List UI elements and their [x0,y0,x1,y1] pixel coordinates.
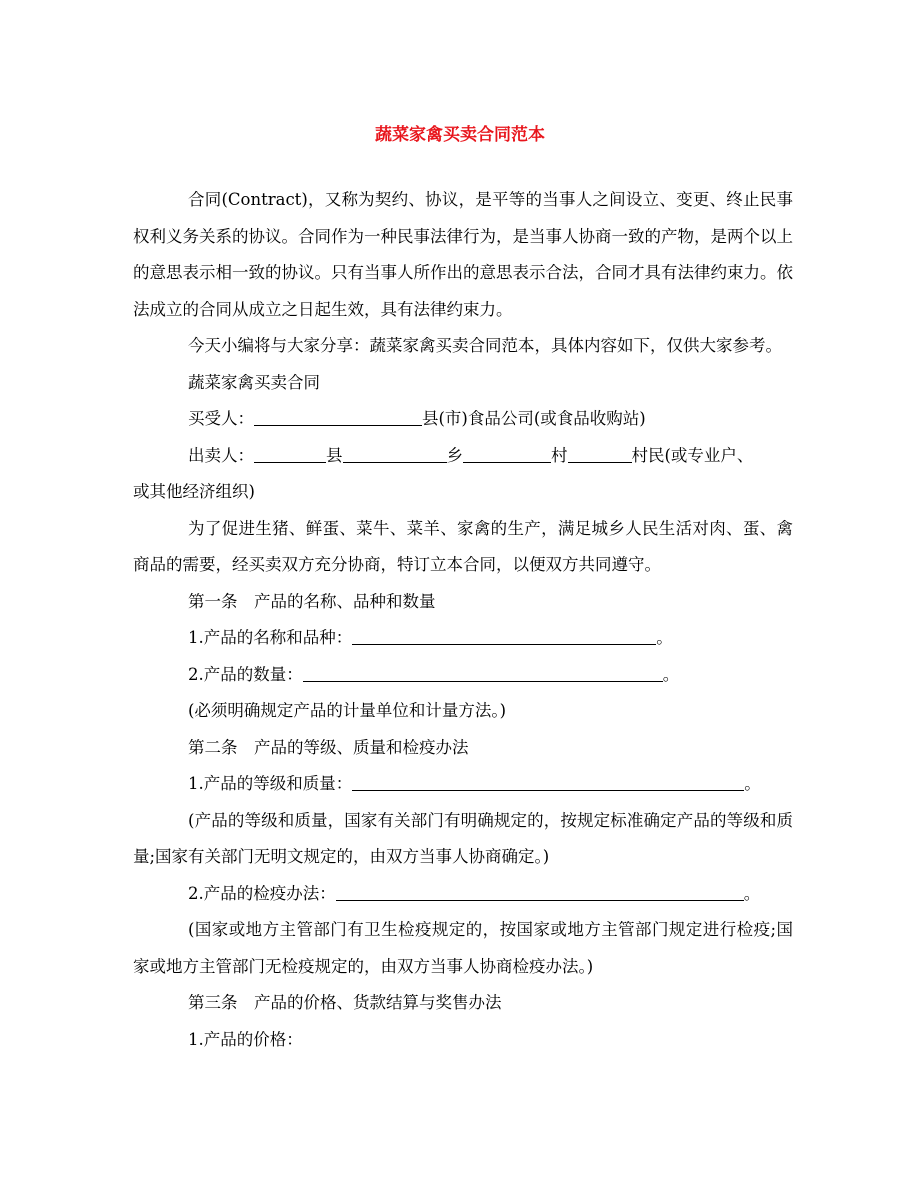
intro-paragraph-2: 今天小编将与大家分享：蔬菜家禽买卖合同范本，具体内容如下，仅供大家参考。 [188,336,782,355]
grade-quality-blank [352,774,744,791]
article-1-item-2 [133,657,793,694]
period: 。 [656,628,673,647]
article-2-item-1 [133,766,793,803]
villager-blank [568,446,632,463]
quarantine-label: 2.产品的检疫办法： [188,883,336,903]
seller-label: 出卖人： [188,445,254,465]
intro-paragraph-1: 合同(Contract)，又称为契约、协议，是平等的当事人之间设立、变更、终止民事权利义务关系的协议。合同作为一种民事法律行为，是当事人协商一致的产物，是两个以上的意思表示相一致的协议。只有当事人所作出的意思表示合法，合同才具有法律约束力。依法成立的合同从成立之日起生效，具有法律约束力。 [133,190,793,319]
buyer-line [133,401,793,438]
county-blank [254,446,326,463]
article-1-heading: 第一条 产品的名称、品种和数量 [188,591,436,611]
grade-quality-label: 1.产品的等级和质量： [188,774,353,793]
article-3-item-1: 1.产品的价格： [188,1029,303,1049]
quarantine-blank [336,884,744,901]
product-name-label: 1.产品的名称和品种： [188,628,353,647]
township-blank [343,446,447,463]
villager-label: 村民(或专业户、 [631,445,754,465]
village-blank [463,446,551,463]
village-label: 村 [551,445,568,465]
product-name-blank [352,628,656,645]
period: 。 [744,774,761,793]
period: 。 [662,664,680,684]
document-body [133,182,793,1058]
article-2-heading: 第二条 产品的等级、质量和检疫办法 [188,737,469,757]
purpose-paragraph: 为了促进生猪、鲜蛋、菜牛、菜羊、家禽的生产，满足城乡人民生活对肉、蛋、禽商品的需要，经买卖双方充分协商，特订立本合同，以便双方共同遵守。 [133,518,793,574]
article-2-note-2: (国家或地方主管部门有卫生检疫规定的，按国家或地方主管部门规定进行检疫;国家或地方主管部门无检疫规定的，由双方当事人协商检疫办法。) [133,920,793,976]
product-quantity-label: 2.产品的数量： [188,664,303,684]
buyer-suffix: 县(市)食品公司(或食品收购站) [422,409,646,428]
township-label: 乡 [446,445,463,465]
article-3-heading: 第三条 产品的价格、货款结算与奖售办法 [188,993,502,1012]
contract-name: 蔬菜家禽买卖合同 [188,372,320,392]
article-1-item-1 [133,620,793,657]
county-label: 县 [326,445,343,465]
document-title: 蔬菜家禽买卖合同范本 [375,125,545,145]
buyer-blank [254,409,422,426]
seller-line [133,438,793,475]
article-2-note-1: (产品的等级和质量，国家有关部门有明确规定的，按规定标准确定产品的等级和质量;国家有关部门无明文规定的，由双方当事人协商确定。) [133,810,793,866]
period: 。 [743,883,761,903]
buyer-label: 买受人： [188,409,254,428]
seller-line-2: 或其他经济组织) [133,482,255,501]
article-1-note: (必须明确规定产品的计量单位和计量方法。) [188,701,507,720]
product-quantity-blank [303,665,663,682]
article-2-item-2 [133,876,793,913]
